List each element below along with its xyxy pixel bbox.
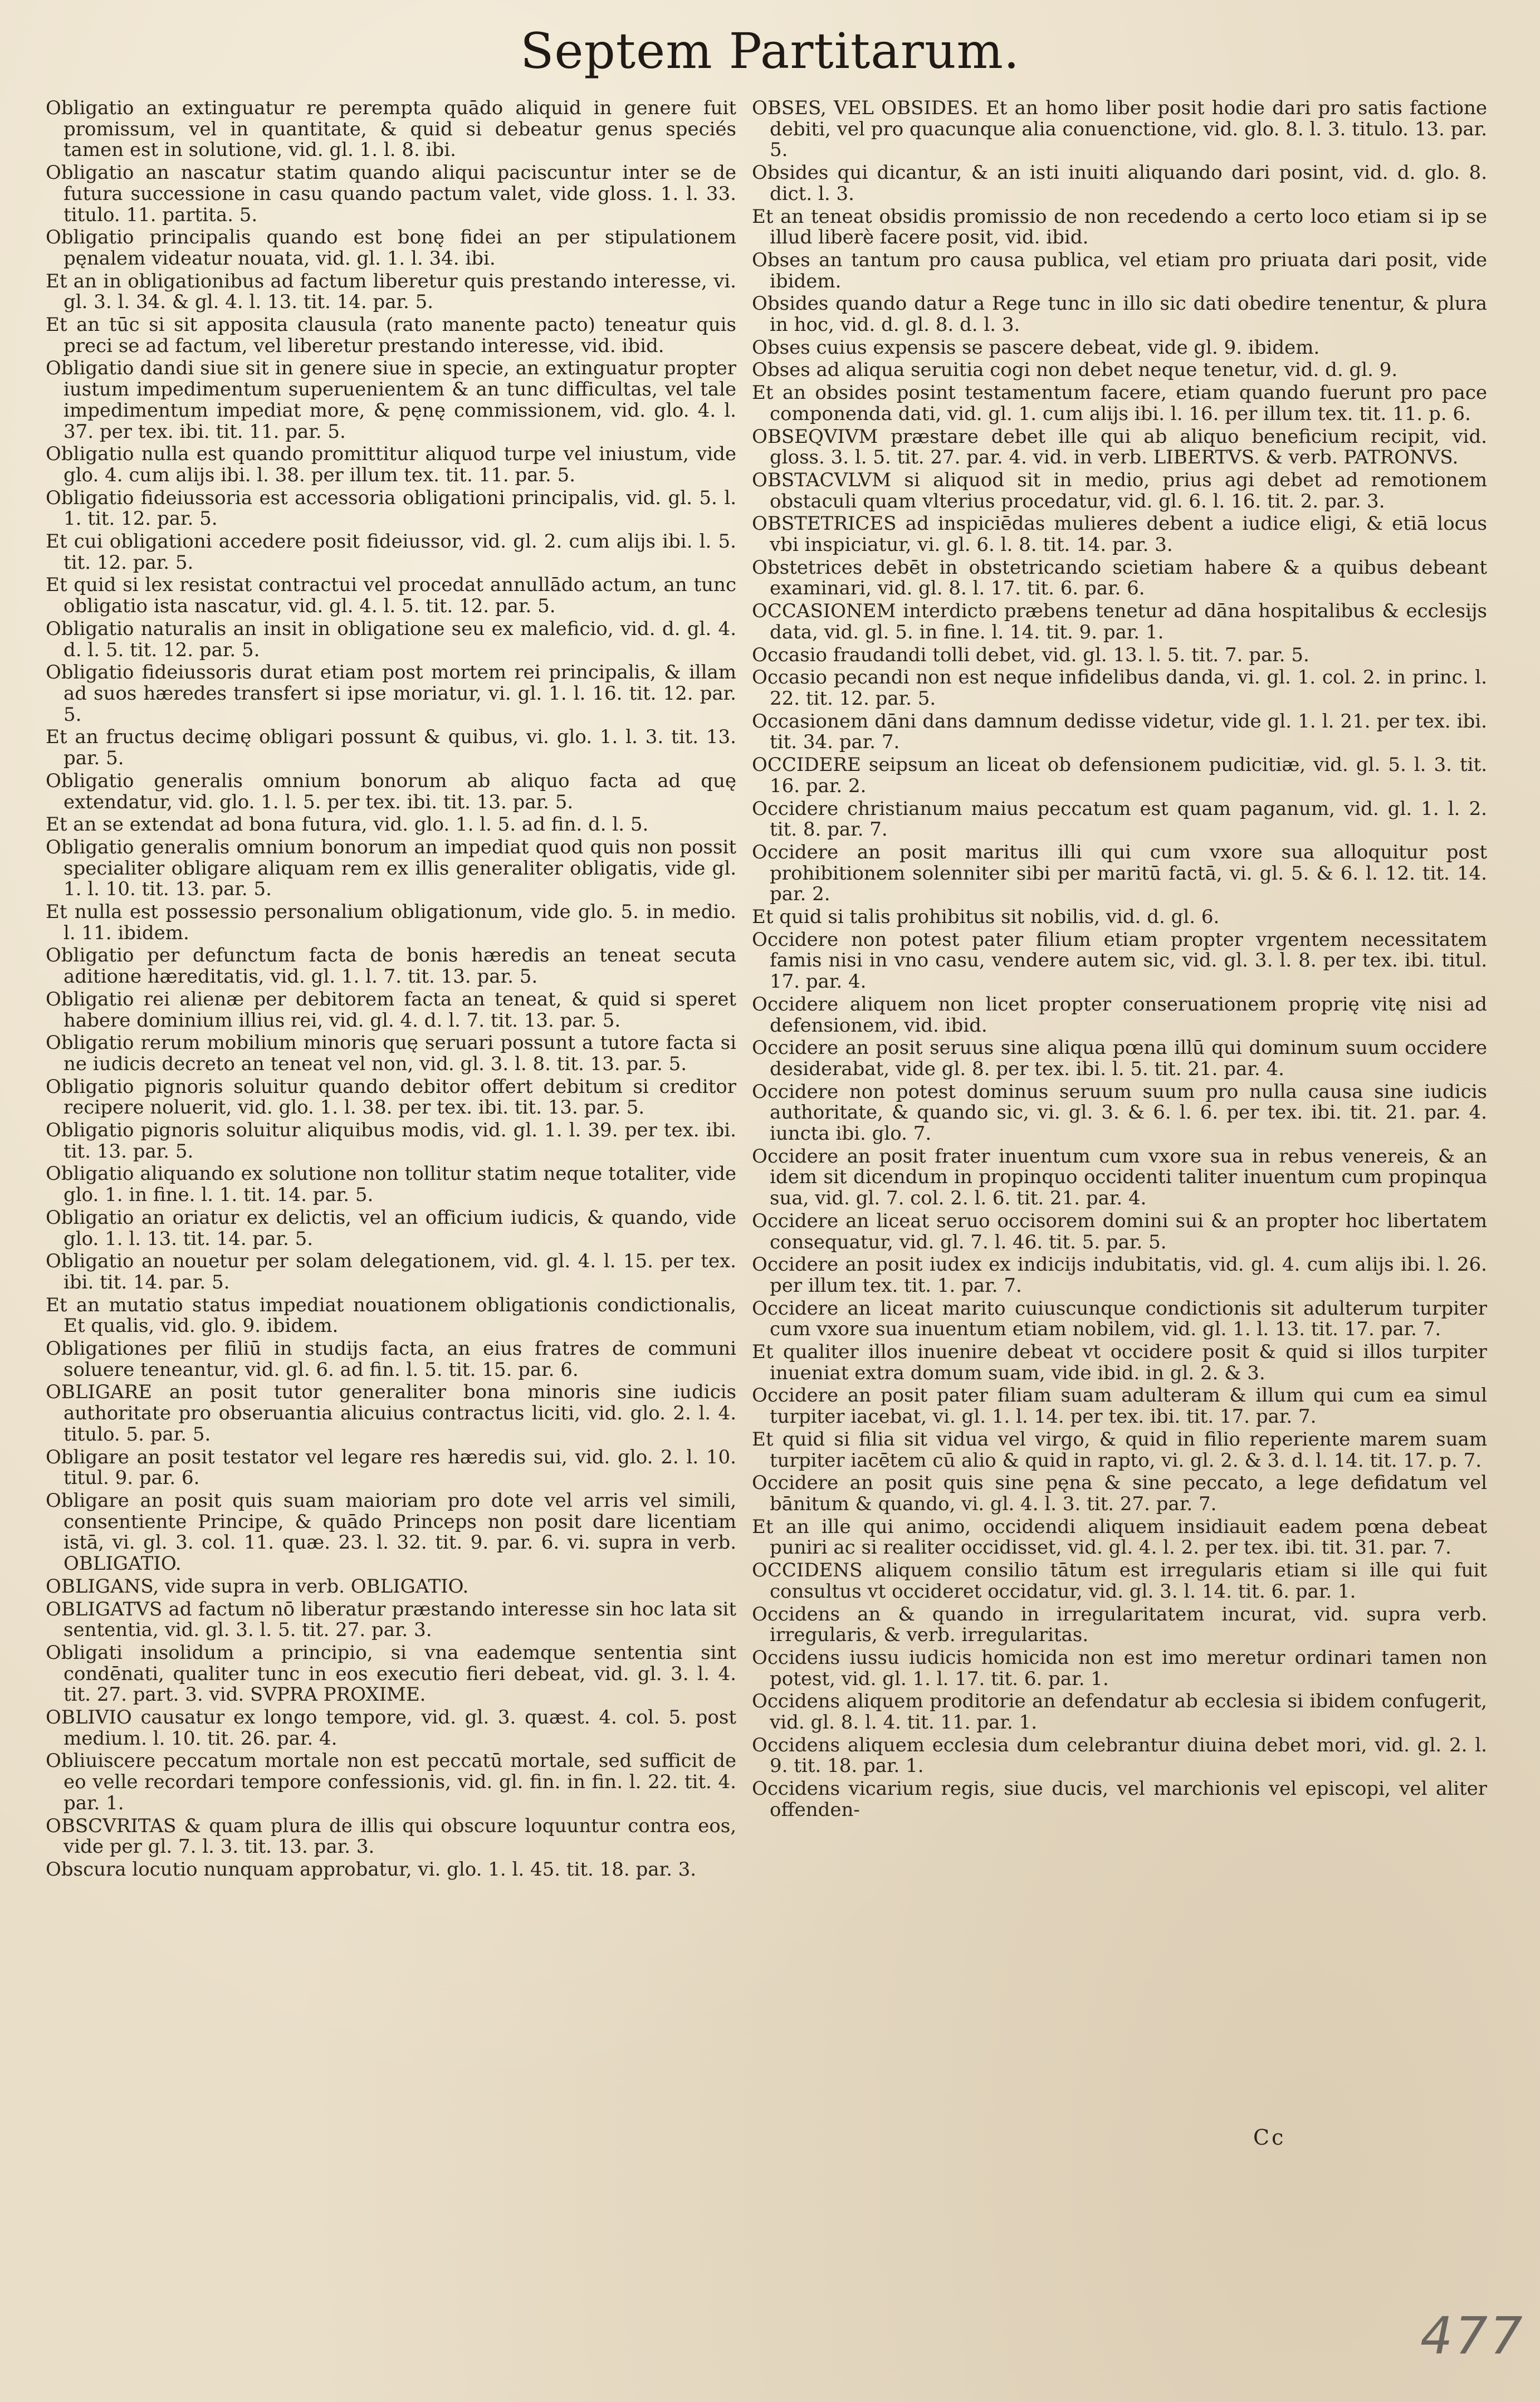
index-entry: Occidens an & quando in irregularitatem incurat, vid. supra verb. irregularis, & verb. irregularitas. [752, 1603, 1487, 1647]
index-entry: Obses cuius expensis se pascere debeat, vide gl. 9. ibidem. [752, 336, 1320, 359]
index-entry: Obligatio an nascatur statim quando aliqui paciscuntur inter se de futura successione in casu quando pactum valet, vide gloss. 1. l. 33. titulo. 11. partita. 5. [46, 162, 736, 226]
index-entry: Obses an tantum pro causa publica, vel etiam pro priuata dari posit, vide ibidem. [752, 248, 1487, 292]
index-entry: Et an fructus decimę obligari possunt & quibus, vi. glo. 1. l. 3. tit. 13. par. 5. [46, 726, 736, 770]
index-entry: Occasio fraudandi tolli debet, vid. gl. 13. l. 5. tit. 7. par. 5. [752, 643, 1309, 666]
index-entry: Obligatio principalis quando est bonę fidei an per stipulationem pęnalem videatur nouata, vid. gl. 1. l. 34. ibi. [46, 226, 736, 270]
index-entry: Obligatio an oriatur ex delictis, vel an officium iudicis, & quando, vide glo. 1. l. 13. tit. 14. par. 5. [46, 1206, 736, 1250]
index-entry: Obscura locutio nunquam approbatur, vi. glo. 1. l. 45. tit. 18. par. 3. [46, 1858, 697, 1881]
index-entry: Et an in obligationibus ad factum liberetur quis prestando interesse, vi. gl. 3. l. 34. & gl. 4. l. 13. tit. 14. par. 5. [46, 270, 736, 314]
index-entry: OBSTACVLVM si aliquod sit in medio, prius agi debet ad remotionem obstaculi quam vlterius procedatur, vid. gl. 6. l. 16. tit. 2. par. 3. [752, 468, 1487, 512]
index-entry: Occidere an posit quis sine pęna & sine peccato, a lege defidatum vel bānitum & quando, vi. gl. 4. l. 3. tit. 27. par. 7. [752, 1472, 1487, 1515]
index-entry: OBLIVIO causatur ex longo tempore, vid. gl. 3. quæst. 4. col. 5. post medium. l. 10. tit. 26. par. 4. [46, 1706, 736, 1750]
index-entry: Obligatio an extinguatur re perempta quādo aliquid in genere fuit promissum, vel in quantitate, & quid si debeatur genus speciés tamen est in solutione, vid. gl. 1. l. 8. ibi. [46, 98, 736, 162]
index-entry: Obligatio pignoris soluitur aliquibus modis, vid. gl. 1. l. 39. per tex. ibi. tit. 13. par. 5. [46, 1119, 736, 1163]
index-entry: Obligatio fideiussoria est accessoria obligationi principalis, vid. gl. 5. l. 1. tit. 12. par. 5. [46, 486, 736, 530]
index-entry: Occidere an posit maritus illi qui cum vxore sua alloquitur post prohibitionem solenniter sibi per maritū factā, vi. gl. 5. & 6. l. 12. tit. 14. par. 2. [752, 841, 1487, 906]
index-entry: Occidere an posit iudex ex indicijs indubitatis, vid. gl. 4. cum alijs ibi. l. 26. per illum tex. tit. 1. par. 7. [752, 1253, 1487, 1297]
index-entry: Occidere an posit seruus sine aliqua pœna illū qui dominum suum occidere desiderabat, vide gl. 8. per tex. ibi. l. 5. tit. 21. par. 4. [752, 1037, 1487, 1080]
index-entry: Et an tūc si sit apposita clausula (rato manente pacto) teneatur quis preci se ad factum, vel liberetur prestando interesse, vid. ibid. [46, 314, 736, 357]
index-entry: Obligati insolidum a principio, si vna eademque sententia sint condēnati, qualiter tunc in eos executio fieri debeat, vid. gl. 3. l. 4. tit. 27. part. 3. vid. SVPRA PROXIME. [46, 1641, 736, 1706]
index-entry: Obsides quando datur a Rege tunc in illo sic dati obedire tenentur, & plura in hoc, vid. d. gl. 8. d. l. 3. [752, 292, 1487, 336]
index-entry: Occidere an liceat marito cuiuscunque condictionis sit adulterum turpiter cum vxore sua inuentum etiam nobilem, vid. gl. 1. l. 13. tit. 17. par. 7. [752, 1297, 1487, 1341]
index-entry: Obstetrices debēt in obstetricando scietiam habere & a quibus debeant examinari, vid. gl. 8. l. 17. tit. 6. par. 6. [752, 556, 1487, 600]
running-title: Septem Partitarum. [520, 22, 1020, 80]
index-entry: Occidere christianum maius peccatum est quam paganum, vid. gl. 1. l. 2. tit. 8. par. 7. [752, 797, 1487, 841]
index-entry: OBSES, VEL OBSIDES. Et an homo liber posit hodie dari pro satis factione debiti, vel pro quacunque alia conuenctione, vid. glo. 8. l. 3. titulo. 13. par. 5. [752, 98, 1487, 162]
index-entry: OCCIDENS aliquem consilio tātum est irregularis etiam si ille qui fuit consultus vt occideret occidatur, vid. gl. 3. l. 14. tit. 6. par. 1. [752, 1559, 1487, 1603]
index-entry: Occidere aliquem non licet propter conseruationem proprię vitę nisi ad defensionem, vid. ibid. [752, 993, 1487, 1037]
index-entry: Et an teneat obsidis promissio de non recedendo a certo loco etiam si ip se illud liberè facere posit, vid. ibid. [752, 205, 1487, 249]
index-entry: OCCASIONEM interdicto præbens tenetur ad dāna hospitalibus & ecclesijs data, vid. gl. 5. in fine. l. 14. tit. 9. par. 1. [752, 600, 1487, 643]
index-entry: Et an se extendat ad bona futura, vid. glo. 1. l. 5. ad fin. d. l. 5. [46, 813, 649, 836]
index-entry: Obligationes per filiū in studijs facta, an eius fratres de communi soluere teneantur, vid. gl. 6. ad fin. l. 5. tit. 15. par. 6. [46, 1337, 736, 1381]
index-entry: Obses ad aliqua seruitia cogi non debet neque tenetur, vid. d. gl. 9. [752, 359, 1398, 382]
index-entry: OBLIGARE an posit tutor generaliter bona minoris sine iudicis authoritate pro obseruantia alicuius contractus liciti, vid. glo. 2. l. 4. titulo. 5. par. 5. [46, 1381, 736, 1446]
index-entry: Obligatio rei alienæ per debitorem facta an teneat, & quid si speret habere dominium illius rei, vid. gl. 4. d. l. 7. tit. 13. par. 5. [46, 988, 736, 1032]
index-entry: Occasionem dāni dans damnum dedisse videtur, vide gl. 1. l. 21. per tex. ibi. tit. 34. par. 7. [752, 710, 1487, 754]
index-entry: Occidens vicarium regis, siue ducis, vel marchionis vel episcopi, vel aliter offenden- [752, 1778, 1487, 1821]
index-entry: Occidere an liceat seruo occisorem domini sui & an propter hoc libertatem consequatur, vid. gl. 7. l. 46. tit. 5. par. 5. [752, 1209, 1487, 1253]
index-entry: Et qualiter illos inuenire debeat vt occidere posit & quid si illos turpiter inueniat extra domum suam, vide ibid. in gl. 2. & 3. [752, 1341, 1487, 1384]
index-entry: Et cui obligationi accedere posit fideiussor, vid. gl. 2. cum alijs ibi. l. 5. tit. 12. par. 5. [46, 530, 736, 574]
index-entry: Occidere non potest pater filium etiam propter vrgentem necessitatem famis nisi in vno casu, vendere autem sic, vid. gl. 3. l. 8. per tex. ibi. titul. 17. par. 4. [752, 928, 1487, 993]
index-entry: Et nulla est possessio personalium obligationum, vide glo. 5. in medio. l. 11. ibidem. [46, 901, 736, 944]
index-entry: Obsides qui dicantur, & an isti inuiti aliquando dari posint, vid. d. glo. 8. dict. l. 3. [752, 162, 1487, 205]
index-entry: Obligatio dandi siue sit in genere siue in specie, an extinguatur propter iustum impedimentum superuenientem & an tunc difficultas, vel tale impedimentum impediat more, & pęnę commissionem, vid. glo. 4. l. 37. per tex. ibi. tit. 11. par. 5. [46, 357, 736, 443]
index-entry: Et an ille qui animo, occidendi aliquem insidiauit eadem pœna debeat puniri ac si realiter occidisset, vid. gl. 4. l. 2. per tex. ibi. tit. 31. par. 7. [752, 1515, 1487, 1559]
index-entry: Et an obsides posint testamentum facere, etiam quando fuerunt pro pace componenda dati, vid. gl. 1. cum alijs ibi. l. 16. per illum tex. tit. 11. p. 6. [752, 382, 1487, 425]
index-entry: Obligare an posit testator vel legare res hæredis sui, vid. glo. 2. l. 10. titul. 9. par. 6. [46, 1446, 736, 1490]
left-column [46, 98, 736, 2232]
index-entry: Obligatio fideiussoris durat etiam post mortem rei principalis, & illam ad suos hæredes transfert si ipse moriatur, vi. gl. 1. l. 16. tit. 12. par. 5. [46, 661, 736, 726]
index-entry: Obligatio pignoris soluitur quando debitor offert debitum si creditor recipere noluerit, vid. glo. 1. l. 38. per tex. ibi. tit. 13. par. 5. [46, 1075, 736, 1119]
index-entry: Occidens aliquem ecclesia dum celebrantur diuina debet mori, vid. gl. 2. l. 9. tit. 18. par. 1. [752, 1734, 1487, 1778]
index-entry: Occidere non potest dominus seruum suum pro nulla causa sine iudicis authoritate, & quando sic, vi. gl. 3. & 6. l. 6. per tex. ibi. tit. 21. par. 4. iuncta ibi. glo. 7. [752, 1080, 1487, 1145]
signature-mark: Cc [1253, 2125, 1286, 2150]
index-entry: OBSEQVIVM præstare debet ille qui ab aliquo beneficium recipit, vid. gloss. 3. l. 5. tit. 27. par. 4. vid. in verb. LIBERTVS. & verb. PATRONVS. [752, 425, 1487, 469]
index-entry: Obligatio nulla est quando promittitur aliquod turpe vel iniustum, vide glo. 4. cum alijs ibi. l. 38. per illum tex. tit. 11. par. 5. [46, 443, 736, 486]
index-entry: Obligatio generalis omnium bonorum an impediat quod quis non possit specialiter obligare aliquam rem ex illis generaliter obligatis, vide gl. 1. l. 10. tit. 13. par. 5. [46, 836, 736, 901]
index-entry: Occidens aliquem proditorie an defendatur ab ecclesia si ibidem confugerit, vid. gl. 8. l. 4. tit. 11. par. 1. [752, 1690, 1487, 1734]
index-entry: OBLIGATVS ad factum nō liberatur præstando interesse sin hoc lata sit sententia, vid. gl. 3. l. 5. tit. 27. par. 3. [46, 1598, 736, 1642]
index-entry: Obligatio generalis omnium bonorum ab aliquo facta ad quę extendatur, vid. glo. 1. l. 5. per tex. ibi. tit. 13. par. 5. [46, 769, 736, 813]
index-entry: OBSCVRITAS & quam plura de illis qui obscure loquuntur contra eos, vide per gl. 7. l. 3. tit. 13. par. 3. [46, 1814, 736, 1858]
index-entry: Obligatio rerum mobilium minoris quę seruari possunt a tutore facta si ne iudicis decreto an teneat vel non, vid. gl. 3. l. 8. tit. 13. par. 5. [46, 1032, 736, 1075]
index-entry: Obligatio naturalis an insit in obligatione seu ex maleficio, vid. d. gl. 4. d. l. 5. tit. 12. par. 5. [46, 617, 736, 661]
index-entry: Occidere an posit frater inuentum cum vxore sua in rebus venereis, & an idem sit dicendum in propinquo occidenti taliter inuentum cum propinqua sua, vid. gl. 7. col. 2. l. 6. tit. 21. par. 4. [752, 1145, 1487, 1210]
index-entry: Obliuiscere peccatum mortale non est peccatū mortale, sed sufficit de eo velle recordari tempore confessionis, vid. gl. fin. in fin. l. 22. tit. 4. par. 1. [46, 1750, 736, 1814]
index-entry: Et quid si talis prohibitus sit nobilis, vid. d. gl. 6. [752, 906, 1220, 929]
index-entry: Obligatio per defunctum facta de bonis hæredis an teneat secuta aditione hæreditatis, vid. gl. 1. l. 7. tit. 13. par. 5. [46, 944, 736, 988]
index-entry: Et quid si filia sit vidua vel virgo, & quid in filio reperiente marem suam turpiter iacētem cū alio & quid in rapto, vi. gl. 2. & 3. d. l. 14. tit. 17. p. 7. [752, 1428, 1487, 1472]
index-entry: Occidens iussu iudicis homicida non est imo meretur ordinari tamen non potest, vid. gl. 1. l. 17. tit. 6. par. 1. [752, 1646, 1487, 1690]
index-entry: Occidere an posit pater filiam suam adulteram & illum qui cum ea simul turpiter iacebat, vi. gl. 1. l. 14. per tex. ibi. tit. 17. par. 7. [752, 1384, 1487, 1428]
folio-number: 477 [1420, 2306, 1525, 2366]
index-entry: OBLIGANS, vide supra in verb. OBLIGATIO. [46, 1575, 469, 1598]
index-entry: Et an mutatio status impediat nouationem obligationis condictionalis, Et qualis, vid. glo. 9. ibidem. [46, 1293, 736, 1337]
index-entry: Obligare an posit quis suam maioriam pro dote vel arris vel simili, consentiente Principe, & quādo Princeps non posit dare licentiam istā, vi. gl. 3. col. 11. quæ. 23. l. 32. tit. 9. par. 6. vi. supra in verb. OBLIGATIO. [46, 1490, 736, 1575]
index-entry: Et quid si lex resistat contractui vel procedat annullādo actum, an tunc obligatio ista nascatur, vid. gl. 4. l. 5. tit. 12. par. 5. [46, 574, 736, 618]
index-entry: Occasio pecandi non est neque infidelibus danda, vi. gl. 1. col. 2. in princ. l. 22. tit. 12. par. 5. [752, 666, 1487, 710]
index-entry: OCCIDERE seipsum an liceat ob defensionem pudicitiæ, vid. gl. 5. l. 3. tit. 16. par. 2. [752, 754, 1487, 797]
index-entry: Obligatio aliquando ex solutione non tollitur statim neque totaliter, vide glo. 1. in fine. l. 1. tit. 14. par. 5. [46, 1163, 736, 1207]
index-entry: OBSTETRICES ad inspiciēdas mulieres debent a iudice eligi, & etiā locus vbi inspiciatur, vi. gl. 6. l. 8. tit. 14. par. 3. [752, 512, 1487, 556]
index-entry: Obligatio an nouetur per solam delegationem, vid. gl. 4. l. 15. per tex. ibi. tit. 14. par. 5. [46, 1250, 736, 1293]
right-column [752, 98, 1487, 2232]
